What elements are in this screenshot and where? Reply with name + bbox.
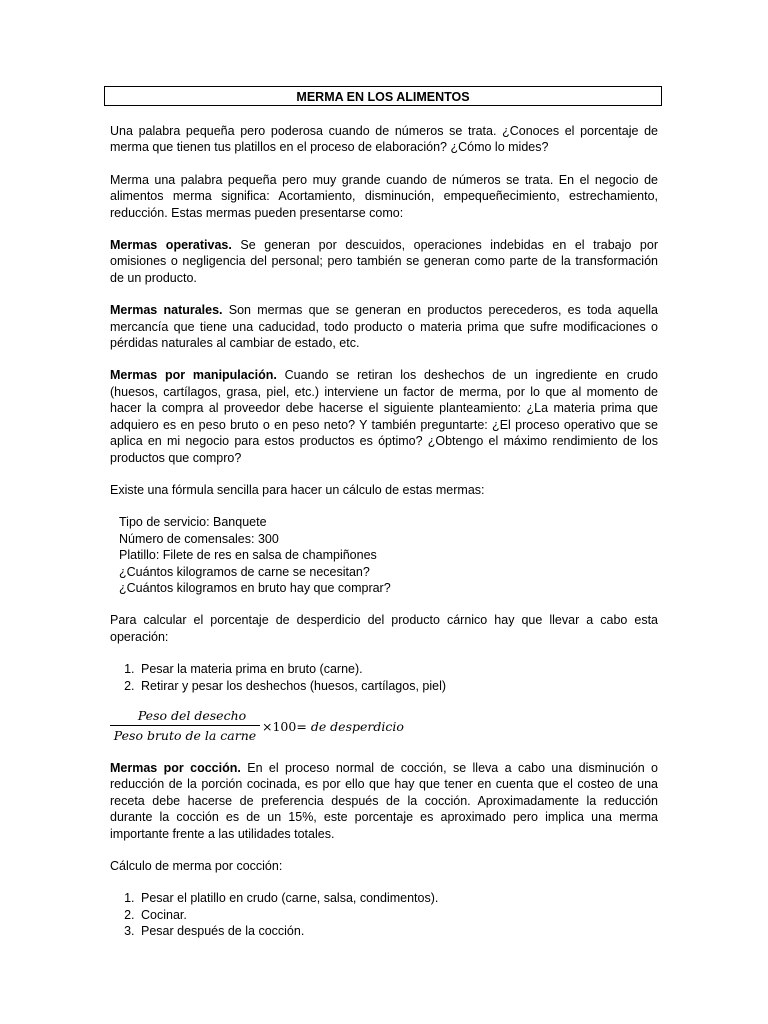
example-line: Tipo de servicio: Banquete — [119, 515, 267, 530]
document-title: MERMA EN LOS ALIMENTOS — [104, 86, 662, 106]
intro-paragraph: Una palabra pequeña pero poderosa cuando de números se trata. ¿Conoces el porcentaje de merma que tienen tus platillos en el proceso de elaboración? ¿Cómo lo mides? — [110, 124, 658, 155]
list-item: 2. Cocinar. — [138, 907, 658, 923]
coccion-steps — [110, 890, 658, 939]
example-line: Número de comensales: 300 — [119, 531, 279, 546]
operativas-text: Se generan por descuidos, operaciones indebidas en el trabajo por omisiones o negligencia del personal; pero también se generan como parte de la transformación de un producto. — [110, 238, 658, 285]
calculo-coccion-title: Cálculo de merma por cocción: — [110, 859, 283, 873]
formula-numerator: Peso del desecho — [110, 706, 260, 726]
formula-denominator: Peso bruto de la carne — [113, 727, 257, 743]
coccion-paragraph — [110, 760, 658, 842]
manipulacion-term: Mermas por manipulación. — [110, 368, 277, 383]
example-line: Platillo: Filete de res en salsa de champiñones — [119, 548, 377, 563]
list-item: 1. Pesar la materia prima en bruto (carne). — [138, 661, 658, 677]
operativas-paragraph — [110, 237, 658, 286]
coccion-text: En el proceso normal de cocción, se lleva a cabo una disminución o reducción de la porción cocinada, es por ello que hay que tener en cuenta que el costeo de una receta debe hacerse de preferencia después de la cocción. Aproximadamente la reducción durante la cocción es de un 15%, este porcentaje es aproximado pero implica una merma importante frente a las utilidades totales. — [110, 760, 658, 841]
desperdicio-steps — [110, 661, 658, 694]
list-item: 1. Pesar el platillo en crudo (carne, salsa, condimentos). — [138, 890, 658, 906]
manipulacion-paragraph — [110, 367, 658, 465]
formula-fraction — [110, 706, 260, 746]
example-line: ¿Cuántos kilogramos de carne se necesitan? — [119, 564, 370, 579]
list-item: 3. Pesar después de la cocción. — [138, 923, 658, 939]
coccion-term: Mermas por cocción. — [110, 760, 241, 775]
formula-intro: Existe una fórmula sencilla para hacer un cálculo de estas mermas: — [110, 482, 485, 497]
list-item: 2. Retirar y pesar los deshechos (huesos, cartílagos, piel) — [138, 678, 658, 694]
document-page — [110, 86, 658, 940]
formula-rest — [262, 717, 404, 737]
example-list — [119, 514, 658, 596]
manipulacion-text: Cuando se retiran los deshechos de un ingrediente en crudo (huesos, cartílagos, grasa, piel, etc.) interviene un factor de merma, por lo que al momento de hacer la compra al proveedor debe hacerse el siguiente planteamiento: ¿La materia prima que adquiero es en peso bruto o en peso neto? Y también preguntarte: ¿El proceso operativo que se aplica en mi negocio para estos productos es óptimo? ¿Obtengo el máximo rendimiento de los productos que compro? — [110, 368, 658, 465]
formula-times: ×100 — [262, 718, 297, 734]
formula-result: de desperdicio — [310, 718, 404, 734]
naturales-text: Son mermas que se generan en productos perecederos, es toda aquella mercancía que tiene una caducidad, todo producto o materia prima que sufre modificaciones o pérdidas naturales al cambiar de estado, etc. — [110, 303, 658, 351]
desperdicio-intro: Para calcular el porcentaje de desperdicio del producto cárnico hay que llevar a cabo esta operación: — [110, 613, 658, 644]
formula-equals: = — [296, 718, 307, 734]
desperdicio-formula — [110, 706, 658, 748]
example-line: ¿Cuántos kilogramos en bruto hay que comprar? — [119, 580, 391, 595]
definition-paragraph: Merma una palabra pequeña pero muy grande cuando de números se trata. En el negocio de alimentos merma significa: Acortamiento, disminución, empequeñecimiento, estrechamiento, reducción. Estas mermas pueden presentarse como: — [110, 172, 658, 220]
operativas-term: Mermas operativas. — [110, 238, 232, 253]
naturales-paragraph — [110, 302, 658, 351]
naturales-term: Mermas naturales. — [110, 303, 223, 318]
